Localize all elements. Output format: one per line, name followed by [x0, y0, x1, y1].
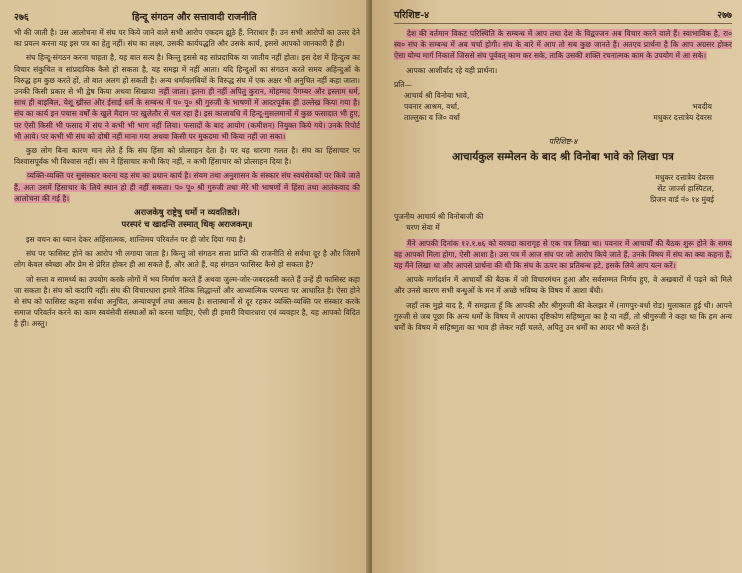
left-paragraph-5: इस वचन का ध्यान देकर अहिंसात्मक, शान्तिमय परिवर्तन पर ही जोर दिया गया है।	[26, 235, 246, 245]
verse-line-1: अराजकेषु राष्ट्रेषु धर्मो न व्यवतिष्ठते।	[134, 207, 240, 218]
sanskrit-verse	[14, 207, 360, 230]
left-paragraph-2	[14, 52, 360, 142]
right-paragraph-3: आपके मार्गदर्शन में आचार्यों की बैठक में जो विचारमंथन हुआ और सर्वसम्मत निर्णय हुए, वे अखबारों में पढ़ने को मिले और उनसे कारण सभी बन्धुओं के मन में अच्छे भविष्य के विषय में आशा बँधी।	[394, 275, 732, 296]
sender-block	[394, 172, 714, 206]
right-page-number: २७७	[717, 10, 732, 21]
recipient-line-3: ताल्लुका व जि० वर्धा	[404, 113, 460, 123]
signature-name: मधुकर दत्तात्रेय देवरस	[653, 113, 712, 123]
left-running-head	[14, 10, 360, 23]
bhavadiya-label: भवदीय	[692, 102, 712, 112]
right-page	[372, 0, 742, 573]
right-paragraph-4: जहाँ तक मुझे याद है, मैं समझता हूँ कि आपकी और श्रीगुरुजी की केलझर में (नागपुर-वर्धा रोड) मुलाकात हुई थी। आपने गुरुजी से जब पूछा कि अन्य धर्मों के विषय में आपका दृष्टिकोण सहिष्णुता का है या नहीं, तो श्रीगुरुजी ने कहा था कि हम अन्य धर्मों के विषय में सहिष्णुता का भाव ही लेकर नहीं चलते, अपितु उन धर्मों का आदर भी करते हैं।	[394, 300, 732, 333]
left-page-number: २७६	[14, 12, 29, 23]
recipient-line-1: आचार्य श्री विनोबा भावे,	[404, 91, 470, 101]
signature-block	[394, 79, 732, 124]
left-page	[0, 0, 370, 573]
left-paragraph-6: संघ पर फासिस्ट होने का आरोप भी लगाया जाता है। किन्तु जो संगठन सत्ता प्राप्ति की राजनीति से सर्वथा दूर है और जिसमें लोग केवल स्वेच्छा और प्रेम से प्रेरित होकर ही आ सकते हैं, और आते हैं, वह संगठन फासिस्ट कैसे हो सकता है?	[14, 249, 360, 270]
right-highlight-1: देश की वर्तमान विकट परिस्थिति के सम्बन्ध में आप तथा देश के विद्वज्जन अब विचार करने वाले हैं। स्वाभाविक है, रा० स्व० संघ के सम्बन्ध में अब चर्चा होगी। संघ के बारे में आप तो सब कुछ जानते हैं। अतएव प्रार्थना है कि आप अग्रसर होकर ऐसा योग्य मार्ग निकालें जिससे संघ पूर्ववत् काम कर सके, ताकि उसकी शक्ति रचनात्मक काम के उपयोग में आ सके।	[394, 29, 732, 61]
left-running-title: हिन्दू संगठन और सत्तावादी राजनीति	[132, 12, 257, 23]
salutation	[394, 211, 732, 233]
right-paragraph-1	[394, 28, 732, 62]
salutation-line-1: पूजनीय आचार्य श्री विनोबाजी की	[394, 212, 484, 222]
left-paragraph-1: भी की जाती है। उस आलोचना में संघ पर किये जाने वाले सभी आरोप एकदम झूठे हैं, निराधार हैं। उन सभी आरोपों का उत्तर देने का प्रयत्न करना यह इस पत्र का हेतु नहीं। संघ का लक्ष्य, उसकी कार्यपद्धति और उसके कार्य, इससे आपको जानकारी है ही।	[14, 28, 360, 49]
left-paragraph-4	[14, 170, 360, 204]
right-running-title: परिशिष्ट-४	[394, 10, 430, 21]
verse-line-2: परस्परं च खादन्ति तस्मात् धिक् अराजकम्॥	[121, 218, 253, 229]
left-paragraph-2a: संघ हिन्दू-संगठन करना चाहता है, यह बात सत्य है। किन्तु इससे वह सांप्रदायिक या जातीय नहीं होता। इस देश में हिन्दुत्व का विचार संकुचित व सांप्रदायिक कैसे हो सकता है, यह समझ में नहीं आता। यदि हिन्दुओं का संगठन करते समय अहिन्दुओं के विरुद्ध हम कुछ करते हों, तो बात अलग हो सकती है। अन्य धर्मावलंबियों के विरुद्ध संघ में एक अक्षर भी अनुचित नहीं कहा जाता। उनकी किसी प्रकार से भी द्वेष किया अथवा सिखाया	[14, 53, 360, 97]
sender-line-3: प्रिजन वार्ड नं० १४ मुंबई	[650, 195, 714, 205]
right-highlight-2: मैंने आपकी दिनांक १२.१.७६ को यरवदा कारागृह से एक पत्र लिखा था। पवनार में आचार्यों की बैठक शुरू होने के समय वह आपको मिला होगा, ऐसी आशा है। उस पत्र में आज संघ पर जो आरोप किये जाते हैं, उनके विषय में संघ का क्या कहना है, यह मैंने लिखा था और आपसे प्रार्थना की थी कि संघ के ऊपर का प्रतिबन्ध हटे, इसके लिये आप यत्न करें।	[394, 238, 732, 271]
right-paragraph-2	[394, 238, 732, 272]
left-highlight-2: व्यक्ति-व्यक्ति पर सुसंस्कार करना यह संघ का प्रधान कार्य है। संयम तथा अनुशासन के संस्कार संघ स्वयंसेवकों पर किये जाते हैं, अतः उसमें हिंसाचार के लिये स्थान हो ही नहीं सकता। प० पू० श्री गुरुजी तथा मेरे भी भाषणों में हिंसा तथा आतंकवाद की आलोचना की गई है।	[14, 171, 360, 203]
right-running-head	[394, 8, 732, 24]
letter-title: आचार्यकुल सम्मेलन के बाद श्री विनोबा भावे को लिखा पत्र	[452, 150, 674, 163]
sender-line-1: मधुकर दत्तात्रेय देवरस	[655, 172, 714, 182]
appendix-label: परिशिष्ट-४	[548, 136, 578, 146]
recipient-line-2: पवनार आश्रम, वर्धा,	[404, 102, 460, 112]
salutation-line-2: चरण सेवा में	[406, 223, 440, 233]
left-paragraph-7: जो सत्ता व सामर्थ्य का उपयोग करके लोगों में भय निर्माण करते हैं अथवा जुल्म-जोर-जबरदस्ती करते हैं उन्हें ही फासिस्ट कहा जा सकता है। संघ को कदापि नहीं। संघ की विचारधारा हमारे नैतिक सिद्धान्तों और आध्यात्मिक परम्परा पर आधारित है। ऐसा होने से संघ को फासिस्ट कहना सर्वथा अनुचित, अन्यायपूर्ण तथा असत्य है। सत्तास्थानों से दूर रहकर व्यक्ति-व्यक्ति पर संस्कार करके समाज परिवर्तन करने का काम स्वयंसेवी संस्थाओं को करना चाहिए, ऐसी ही हमारी विचारधारा एवं व्यवहार है, यह आपको विदित है ही। अस्तु।	[14, 274, 360, 329]
letter-closing: आपका आशीर्वाद रहे यही प्रार्थना।	[406, 65, 498, 75]
prati-label: प्रति—	[394, 79, 412, 89]
left-highlight-1: नहीं जाता। इतना ही नहीं अपितु कुरान, मोहम्मद पैगम्बर और इस्लाम धर्म, साथ ही बाइबिल, येशू ख्रीस्त और ईसाई धर्म के सम्बन्ध में प० पू० श्री गुरुजी के भाषणों में आदरपूर्वक ही उल्लेख किया गया है। संघ का कार्य इन पचास वर्षों के खुले मैदान पर खुलेतौर से चल रहा है। इस कालावधि में हिन्दू-मुसलमानों में कुछ फसादात भी हुए, पर ऐसी किसी भी फसाद में संघ ने कभी भी भाग नहीं लिया। फसादों के बाद आयोग (कमीशन) नियुक्त किये गये। उनके रिपोर्ट भी आये। पर कभी भी संघ को दोषी नहीं माना गया अथवा किसी पर मुकदमा भी किया नहीं जा सका।	[14, 87, 361, 141]
left-paragraph-3: कुछ लोग बिना कारण मान लेते हैं कि संघ हिंसा को प्रोत्साहन देता है। पर यह धारणा गलत है। संघ का हिंसाचार पर विश्वासपूर्वक भी विश्वास नहीं। संघ ने हिंसाचार कभी किए नहीं, न कभी हिंसाचार को प्रोत्साहन दिया है।	[14, 146, 360, 167]
sender-line-2: सेंट जार्ज्स हास्पिटल,	[657, 183, 714, 193]
